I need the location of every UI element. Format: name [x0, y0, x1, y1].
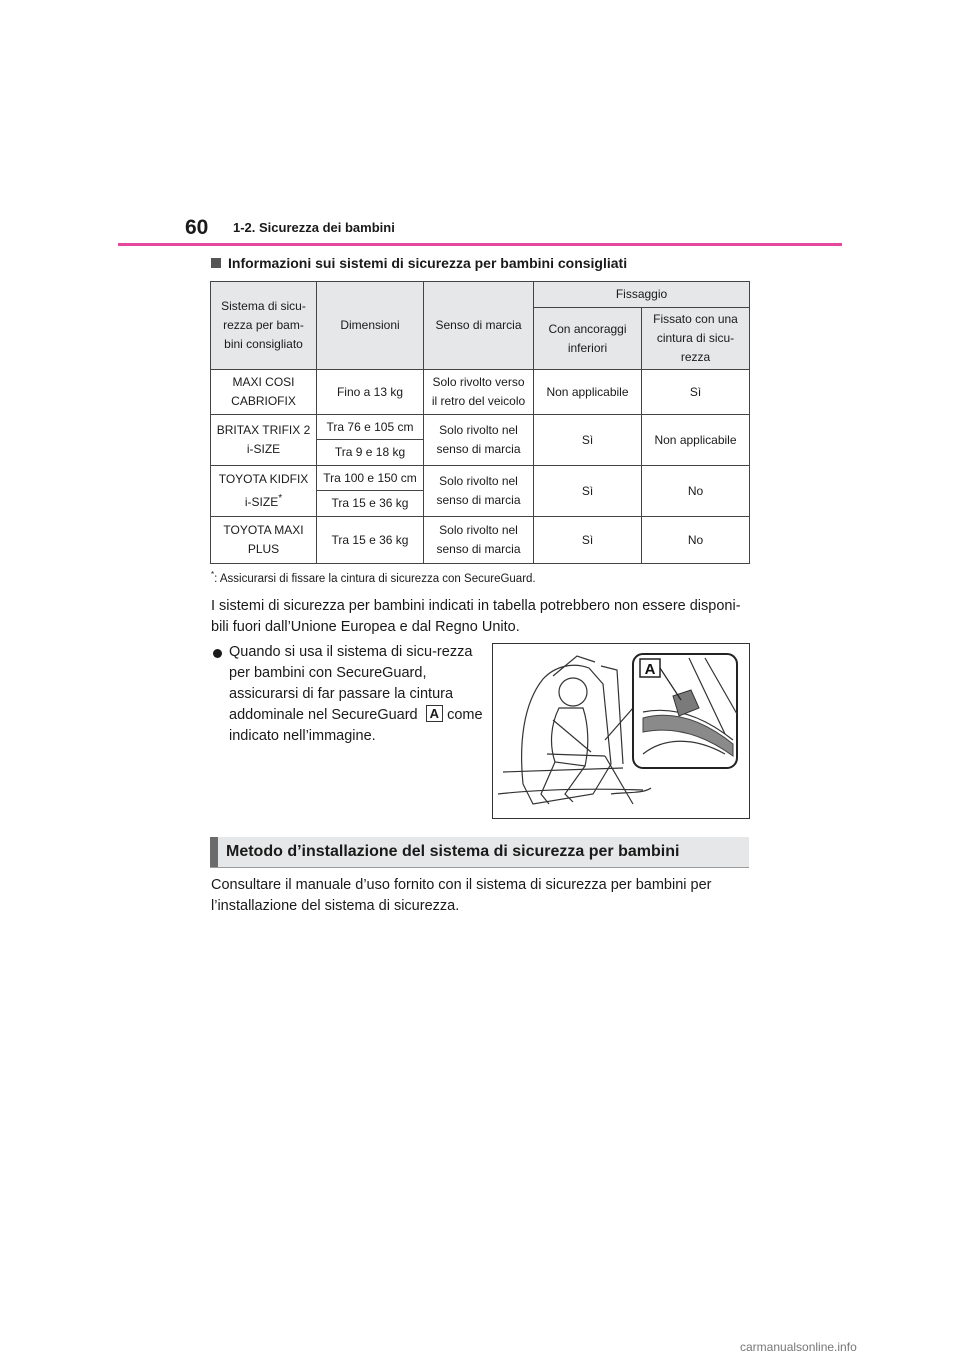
cell-lower-anchors: Sì: [534, 517, 642, 564]
cell-seat-belt: No: [642, 517, 750, 564]
table-row: [211, 517, 750, 564]
header-system: Sistema di sicu- rezza per bam- bini consigliato: [211, 282, 317, 370]
subheading: [211, 255, 627, 271]
table-row: [211, 415, 750, 440]
bullet-dot-icon: [213, 649, 222, 658]
cell-size: Tra 15 e 36 kg: [317, 517, 424, 564]
cell-lower-anchors: Sì: [534, 466, 642, 517]
cell-direction: Solo rivolto nel senso di marcia: [424, 517, 534, 564]
footnote-mark: *: [278, 493, 283, 504]
cell-size: Tra 9 e 18 kg: [317, 440, 424, 466]
cell-lower-anchors: Sì: [534, 415, 642, 466]
footnote-mark: *: [211, 570, 215, 579]
section-title: Metodo d’installazione del sistema di sicurezza per bambini: [210, 837, 749, 867]
cell-lower-anchors: Non applicabile: [534, 370, 642, 415]
cell-seat-belt: Sì: [642, 370, 750, 415]
cell-system: MAXI COSI CABRIOFIX: [211, 370, 317, 415]
system-line1: TOYOTA KIDFIX: [218, 472, 309, 486]
bullet-text: Quando si usa il sistema di sicu-rezza per bambini con SecureGuard, assicurarsi di far passare la cintura addominale nel SecureGuard: [229, 644, 473, 723]
bullet-text-end: come indicato nell’immagine.: [229, 707, 483, 744]
cell-size: Tra 100 e 150 cm: [317, 466, 424, 491]
header-seat-belt: Fissato con una cintura di sicu- rezza: [642, 308, 750, 370]
cell-size: Tra 15 e 36 kg: [317, 491, 424, 517]
header-fastening: Fissaggio: [534, 282, 750, 308]
table-footnote: [211, 570, 536, 585]
subheading-text: Informazioni sui sistemi di sicurezza per bambini consigliati: [228, 255, 628, 271]
table-row: [211, 370, 750, 415]
cell-direction: Solo rivolto nel senso di marcia: [424, 415, 534, 466]
section-underline: [210, 867, 749, 868]
square-bullet-icon: [211, 258, 221, 268]
table-row: [211, 466, 750, 491]
cell-size: Fino a 13 kg: [317, 370, 424, 415]
section-body: Consultare il manuale d’uso fornito con il sistema di sicurezza per bambini per l’installazione del sistema di sicurezza.: [211, 877, 712, 914]
child-seat-illustration: [492, 643, 750, 819]
callout-label-box: A: [426, 705, 443, 722]
header-lower-anchors: Con ancoraggi inferiori: [534, 308, 642, 370]
child-seat-drawing-icon: [493, 644, 749, 818]
cell-seat-belt: Non applicabile: [642, 415, 750, 466]
header-direction: Senso di marcia: [424, 282, 534, 370]
header-rule: [118, 243, 842, 246]
site-watermark: carmanualsonline.info: [740, 1340, 857, 1354]
callout-label: A: [644, 661, 656, 678]
cell-system: BRITAX TRIFIX 2 i-SIZE: [211, 415, 317, 466]
cell-direction: Solo rivolto verso il retro del veicolo: [424, 370, 534, 415]
secureguard-instruction: [211, 642, 486, 747]
availability-note: I sistemi di sicurezza per bambini indicati in tabella potrebbero non essere disponi-bili fuori dall’Unione Europea e dal Regno Unito.: [211, 598, 741, 635]
header-dimensions: Dimensioni: [317, 282, 424, 370]
page-number: 60: [185, 216, 209, 239]
cell-direction: Solo rivolto nel senso di marcia: [424, 466, 534, 517]
footnote-text: : Assicurarsi di fissare la cintura di sicurezza con SecureGuard.: [214, 572, 536, 585]
cell-system: TOYOTA MAXI PLUS: [211, 517, 317, 564]
section-reference: 1-2. Sicurezza dei bambini: [233, 220, 395, 235]
system-line2: i-SIZE: [244, 495, 279, 509]
cell-size: Tra 76 e 105 cm: [317, 415, 424, 440]
cell-system: [211, 466, 317, 517]
child-restraint-table: [210, 281, 750, 564]
cell-seat-belt: No: [642, 466, 750, 517]
